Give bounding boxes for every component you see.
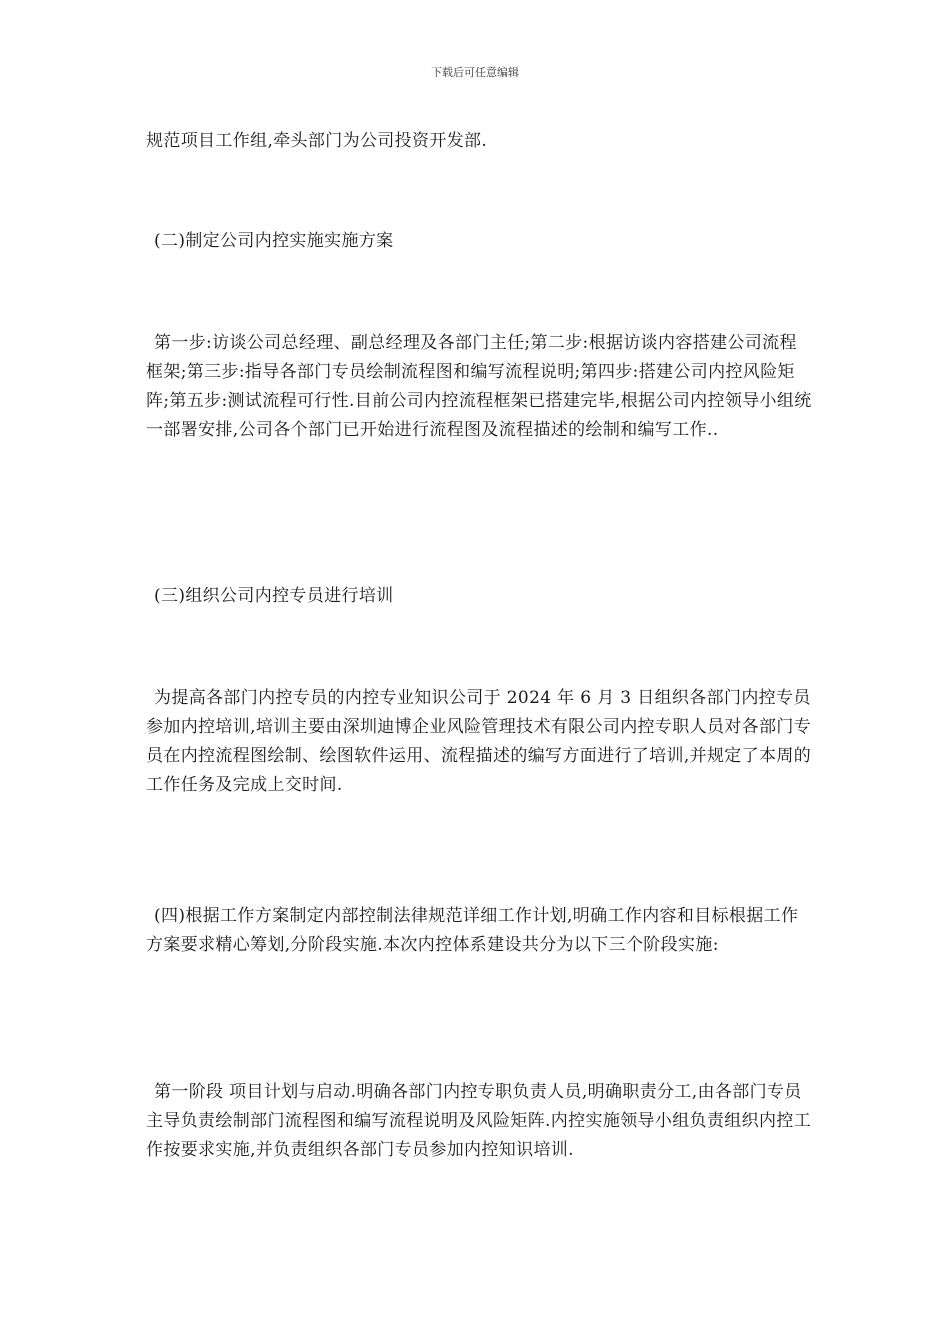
paragraph-project-group: 规范项目工作组,牵头部门为公司投资开发部. bbox=[146, 131, 488, 151]
heading-section-2: (二)制定公司内控实施实施方案 bbox=[154, 231, 394, 251]
paragraph-implementation-steps: 第一步:访谈公司总经理、副总经理及各部门主任;第二步:根据访谈内容搭建公司流程框架;第三步:指导各部门专员绘制流程图和编写流程说明;第四步:搭建公司内控风险矩阵;第五步:测试流程可行性.目前公司内控流程框架已搭建完毕,根据公司内控领导小组统一部署安排,公司各个部门已开始进行流程图及流程描述的绘制和编写工作.. bbox=[146, 333, 812, 440]
paragraph-training: 为提高各部门内控专员的内控专业知识公司于 2024 年 6 月 3 日组织各部门内控专员参加内控培训,培训主要由深圳迪博企业风险管理技术有限公司内控专职人员对各部门专员在内控流程图绘制、绘图软件运用、流程描述的编写方面进行了培训,并规定了本周的工作任务及完成上交时间. bbox=[146, 688, 812, 795]
paragraph-phase-1: 第一阶段 项目计划与启动.明确各部门内控专职负责人员,明确职责分工,由各部门专员主导负责绘制部门流程图和编写流程说明及风险矩阵.内控实施领导小组负责组织内控工作按要求实施,并负责组织各部门专员参加内控知识培训. bbox=[146, 1082, 812, 1160]
paragraph-section-4: (四)根据工作方案制定内部控制法律规范详细工作计划,明确工作内容和目标根据工作方案要求精心筹划,分阶段实施.本次内控体系建设共分为以下三个阶段实施: bbox=[146, 906, 799, 955]
heading-section-3: (三)组织公司内控专员进行培训 bbox=[154, 586, 394, 606]
page-header: 下载后可任意编辑 bbox=[431, 66, 519, 79]
